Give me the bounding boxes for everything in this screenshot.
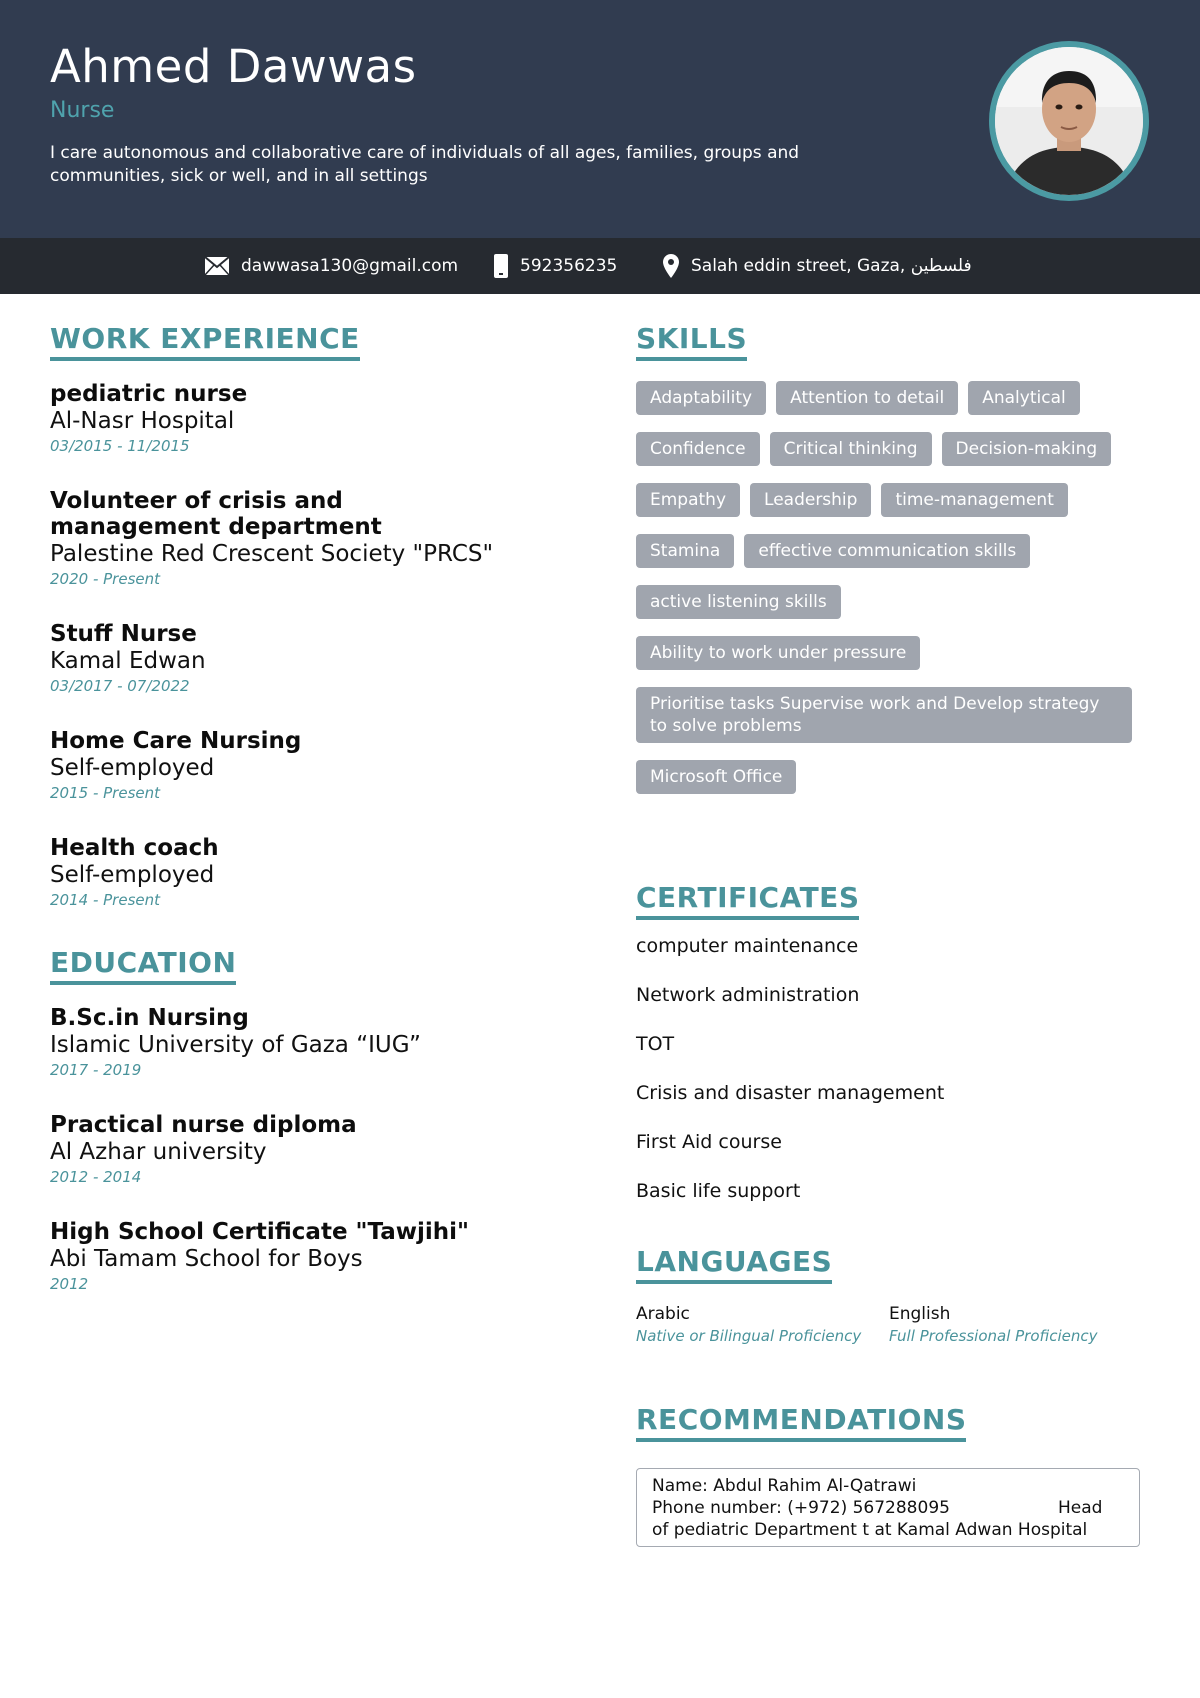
skill-tag: Critical thinking bbox=[770, 432, 932, 466]
contact-phone[interactable] bbox=[494, 238, 617, 294]
skill-tag: Microsoft Office bbox=[636, 760, 796, 794]
email-text: dawwasa130@gmail.com bbox=[241, 256, 459, 276]
certificate-item: Network administration bbox=[636, 984, 860, 1006]
education-title: Practical nurse diploma bbox=[50, 1112, 357, 1138]
education-date: 2012 bbox=[50, 1275, 89, 1293]
certificate-item: First Aid course bbox=[636, 1131, 782, 1153]
recommendation-name: Name: Abdul Rahim Al-Qatrawi bbox=[652, 1476, 917, 1496]
language-name: English bbox=[889, 1304, 951, 1324]
work-title: Health coach bbox=[50, 835, 219, 861]
work-title: Home Care Nursing bbox=[50, 728, 302, 754]
language-level: Full Professional Proficiency bbox=[889, 1327, 1098, 1345]
work-title: Volunteer of crisis and management department bbox=[50, 488, 382, 540]
language-item bbox=[889, 1304, 1142, 1347]
job-title: Nurse bbox=[50, 98, 115, 123]
recommendation-card bbox=[636, 1468, 1140, 1547]
work-entry bbox=[50, 621, 590, 697]
education-institution: Abi Tamam School for Boys bbox=[50, 1246, 363, 1272]
languages-heading: LANGUAGES bbox=[636, 1245, 832, 1284]
education-institution: Al Azhar university bbox=[50, 1139, 267, 1165]
skill-tag: Confidence bbox=[636, 432, 760, 466]
certificate-item: computer maintenance bbox=[636, 935, 859, 957]
education-heading: EDUCATION bbox=[50, 946, 236, 985]
language-level: Native or Bilingual Proficiency bbox=[636, 1327, 862, 1345]
profile-summary: I care autonomous and collaborative care of individuals of all ages, families, groups and communities, sick or well, and in all settings bbox=[50, 143, 800, 186]
work-entry bbox=[50, 835, 590, 911]
recommendation-position: of pediatric Department t at Kamal Adwan Hospital bbox=[652, 1520, 1088, 1540]
education-entry bbox=[50, 1219, 590, 1295]
phone-icon bbox=[494, 254, 508, 278]
work-entry bbox=[50, 381, 590, 457]
location-pin-icon bbox=[663, 254, 679, 278]
contact-address bbox=[663, 238, 972, 294]
certificate-item: TOT bbox=[636, 1033, 675, 1055]
envelope-icon bbox=[205, 257, 229, 275]
work-organization: Palestine Red Crescent Society "PRCS" bbox=[50, 541, 494, 567]
work-date: 03/2017 - 07/2022 bbox=[50, 677, 190, 695]
work-experience-heading: WORK EXPERIENCE bbox=[50, 322, 360, 361]
certificate-item: Basic life support bbox=[636, 1180, 801, 1202]
skill-tag: effective communication skills bbox=[744, 534, 1030, 568]
education-entry bbox=[50, 1005, 590, 1081]
work-title: Stuff Nurse bbox=[50, 621, 197, 647]
profile-photo bbox=[989, 41, 1149, 201]
skill-tag: Prioritise tasks Supervise work and Develop strategy to solve problems bbox=[636, 687, 1132, 743]
skills-list bbox=[636, 381, 1142, 811]
work-organization: Self-employed bbox=[50, 755, 215, 781]
skills-heading: SKILLS bbox=[636, 322, 747, 361]
left-column bbox=[50, 322, 590, 1326]
language-name: Arabic bbox=[636, 1304, 690, 1324]
skill-tag: Attention to detail bbox=[776, 381, 958, 415]
header bbox=[0, 0, 1200, 238]
phone-text: 592356235 bbox=[520, 256, 618, 276]
skill-tag: Stamina bbox=[636, 534, 734, 568]
work-organization: Al-Nasr Hospital bbox=[50, 408, 235, 434]
work-date: 2020 - Present bbox=[50, 570, 160, 588]
certificates-heading: CERTIFICATES bbox=[636, 881, 859, 920]
language-item bbox=[636, 1304, 889, 1347]
skill-tag: Decision-making bbox=[942, 432, 1112, 466]
education-title: B.Sc.in Nursing bbox=[50, 1005, 249, 1031]
languages-list bbox=[636, 1304, 1142, 1347]
work-date: 03/2015 - 11/2015 bbox=[50, 437, 190, 455]
education-title: High School Certificate "Tawjihi" bbox=[50, 1219, 470, 1245]
skill-tag: Ability to work under pressure bbox=[636, 636, 920, 670]
contact-email[interactable] bbox=[205, 238, 458, 294]
education-list bbox=[50, 1005, 590, 1295]
education-institution: Islamic University of Gaza “IUG” bbox=[50, 1032, 421, 1058]
skill-tag: active listening skills bbox=[636, 585, 841, 619]
work-entry bbox=[50, 488, 590, 590]
skill-tag: Analytical bbox=[968, 381, 1079, 415]
skill-tag: Leadership bbox=[750, 483, 871, 517]
work-experience-list bbox=[50, 381, 590, 911]
certificates-list bbox=[636, 934, 1142, 1203]
recommendation-phone: Phone number: (+972) 567288095 Head bbox=[652, 1498, 1103, 1518]
address-text: Salah eddin street, Gaza, فلسطين bbox=[691, 256, 972, 276]
person-name: Ahmed Dawwas bbox=[50, 40, 417, 93]
work-entry bbox=[50, 728, 590, 804]
work-organization: Self-employed bbox=[50, 862, 215, 888]
skill-tag: Adaptability bbox=[636, 381, 766, 415]
contact-bar bbox=[0, 238, 1200, 294]
right-column bbox=[636, 322, 1142, 1547]
avatar-portrait bbox=[995, 47, 1143, 195]
skill-tag: Empathy bbox=[636, 483, 740, 517]
work-date: 2015 - Present bbox=[50, 784, 160, 802]
education-date: 2017 - 2019 bbox=[50, 1061, 142, 1079]
work-title: pediatric nurse bbox=[50, 381, 248, 407]
skill-tag: time-management bbox=[881, 483, 1067, 517]
education-date: 2012 - 2014 bbox=[50, 1168, 142, 1186]
certificate-item: Crisis and disaster management bbox=[636, 1082, 945, 1104]
education-entry bbox=[50, 1112, 590, 1188]
work-organization: Kamal Edwan bbox=[50, 648, 206, 674]
recommendations-heading: RECOMMENDATIONS bbox=[636, 1403, 966, 1442]
work-date: 2014 - Present bbox=[50, 891, 160, 909]
